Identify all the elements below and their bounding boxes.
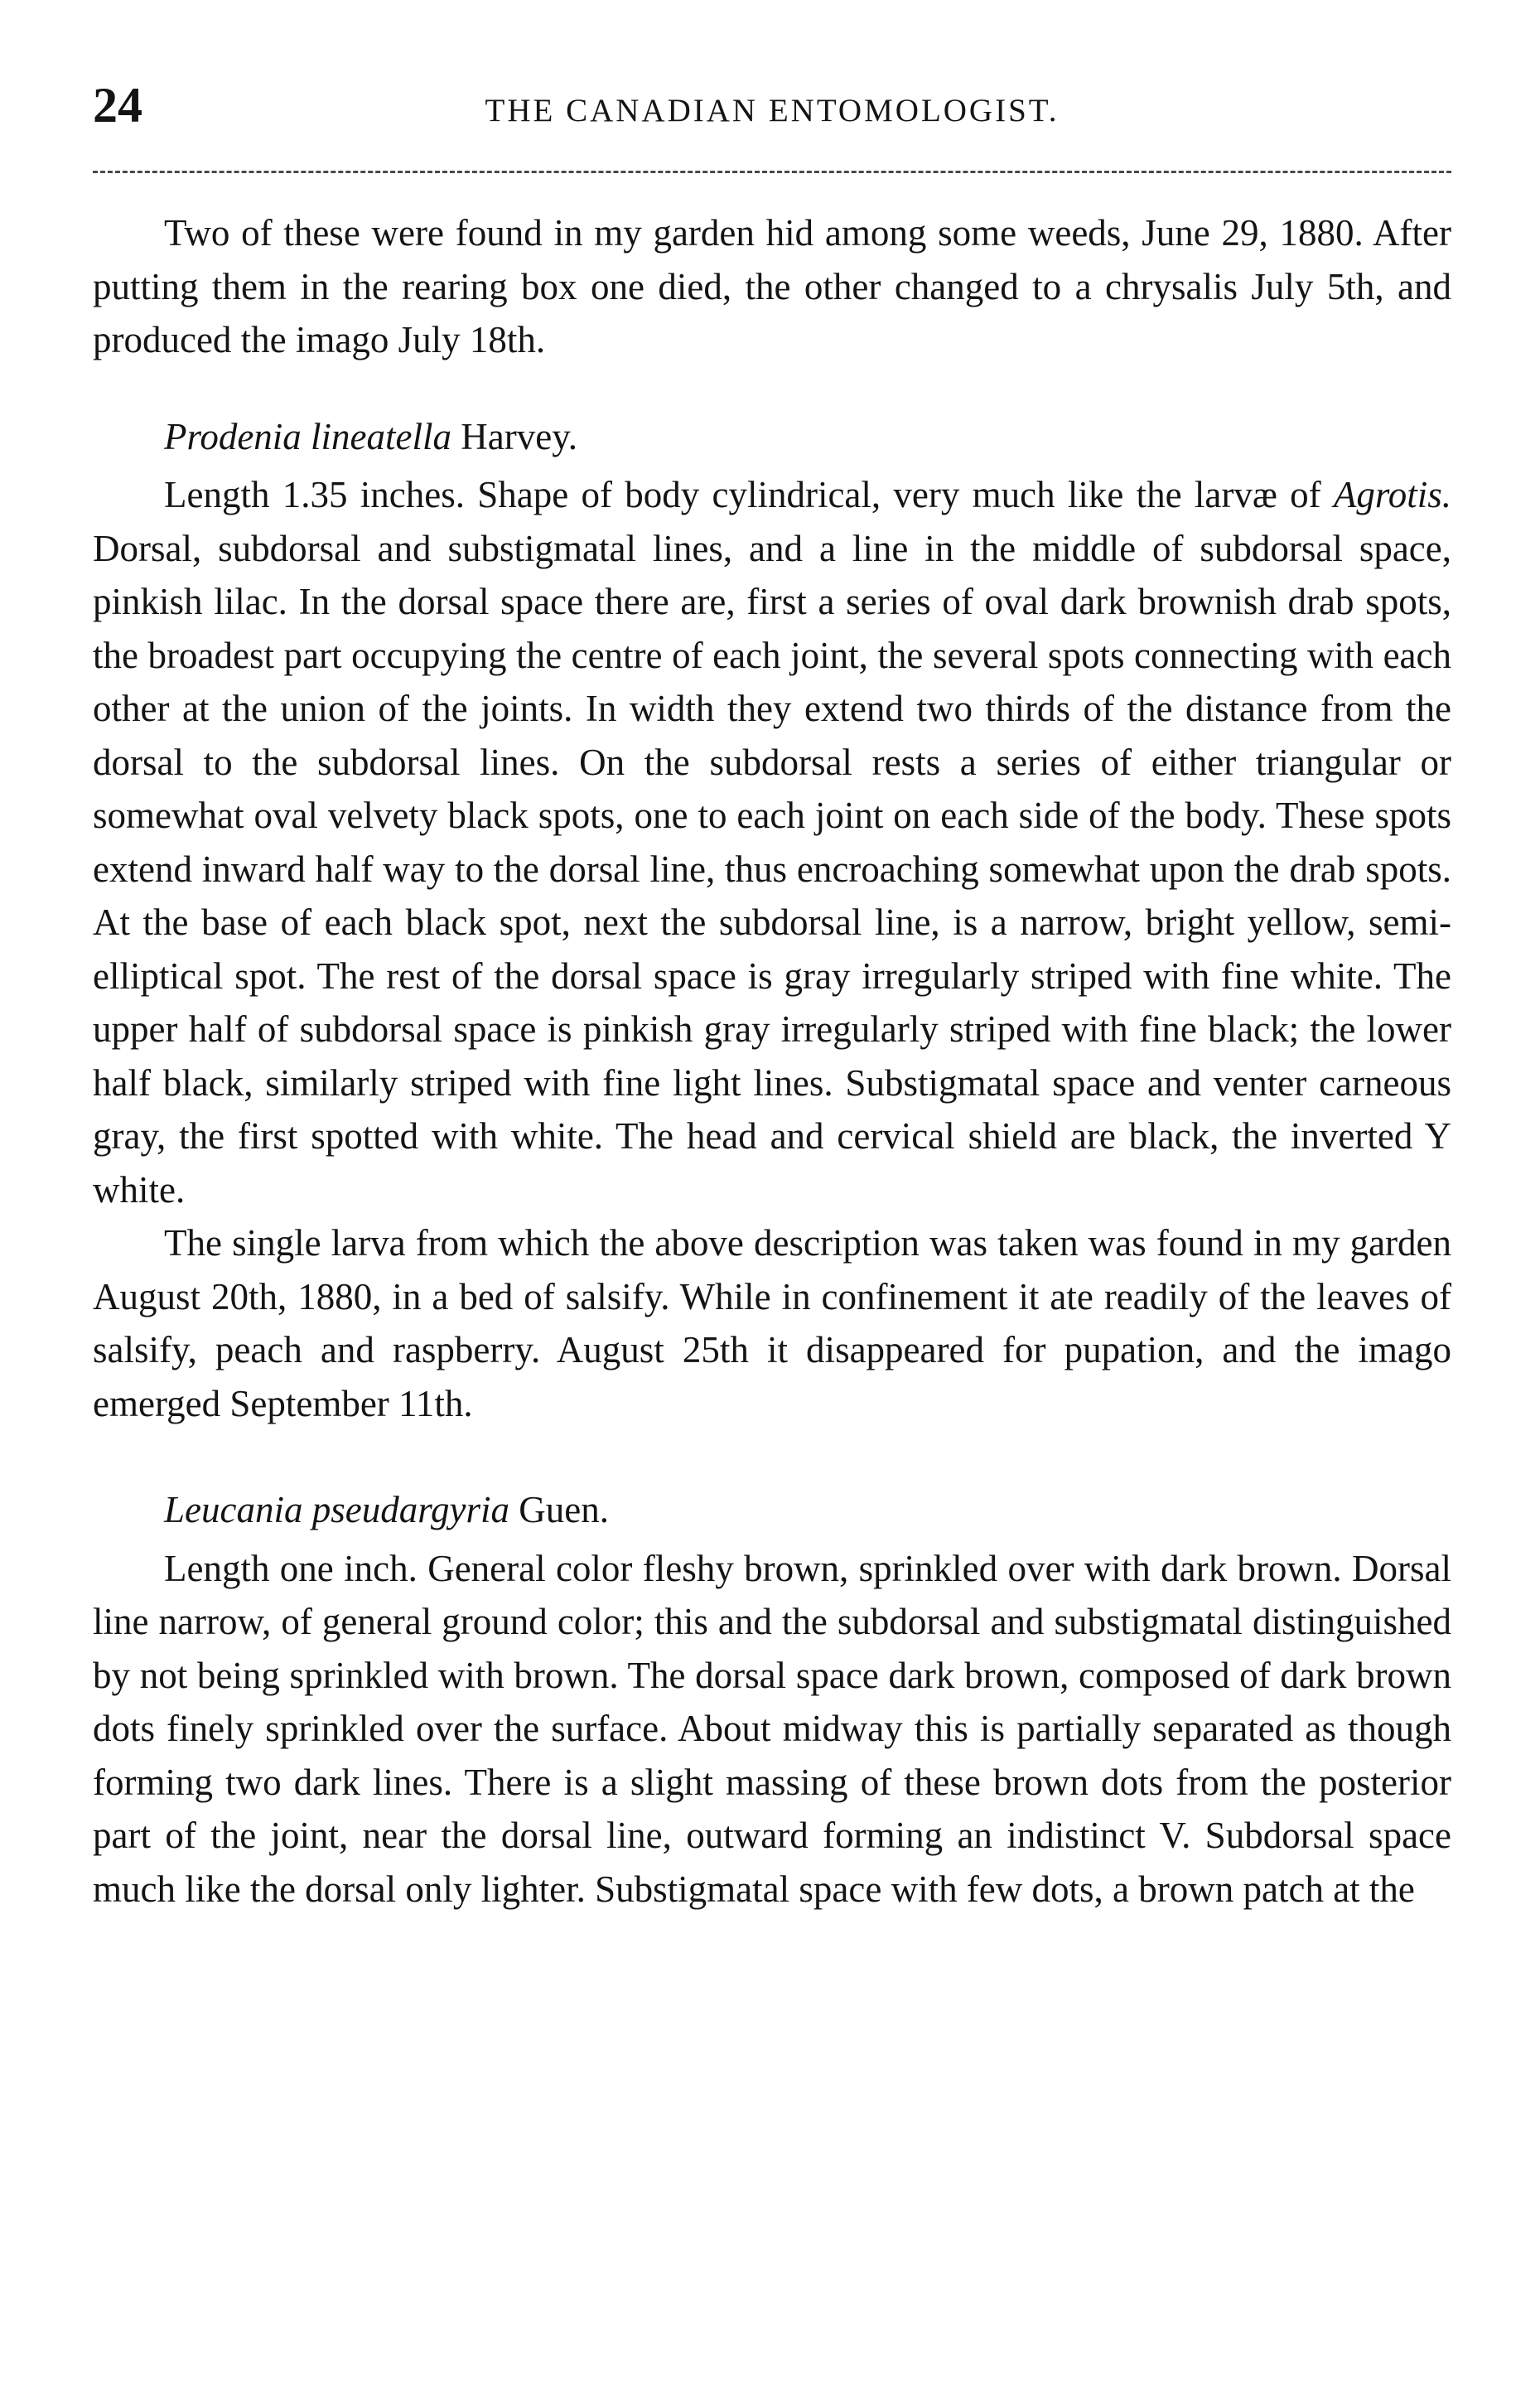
paragraph-prodenia-description — [93, 468, 1451, 1216]
header-rule — [93, 171, 1451, 173]
species-name: Leucania pseudargyria — [164, 1489, 510, 1530]
species-author: Harvey. — [461, 415, 578, 457]
species-author: Guen. — [519, 1489, 610, 1530]
page-header — [93, 76, 1451, 143]
species-heading-leucania — [93, 1483, 1451, 1537]
document-page — [93, 76, 1451, 1916]
paragraph-prodenia-rearing: The single larva from which the above description was taken was found in my garden August 20th, 1880, in a bed of salsify. While in confinement it ate readily of the leaves of salsify, peach and raspberry. August 25th it disappeared for pupation, and the imago emerged September 11th. — [93, 1222, 1451, 1424]
genus-name: Agrotis. — [1333, 474, 1451, 515]
running-title: THE CANADIAN ENTOMOLOGIST. — [485, 93, 1060, 128]
species-heading-prodenia — [93, 410, 1451, 464]
paragraph-leucania-description: Length one inch. General color fleshy brown, sprinkled over with dark brown. Dorsal line narrow, of general ground color; this and the subdorsal and substigmatal distinguished by not being sprinkled with brown. The dorsal space dark brown, composed of dark brown dots finely sprinkled over the surface. About midway this is partially separated as though forming two dark lines. There is a slight massing of these brown dots from the posterior part of the joint, near the dorsal line, outward forming an indistinct V. Subdorsal space much like the dorsal only lighter. Substigmatal space with few dots, a brown patch at the — [93, 1547, 1451, 1910]
article-body — [93, 206, 1451, 1916]
page-number: 24 — [93, 78, 142, 133]
text-segment: Length 1.35 inches. Shape of body cylindrical, very much like the larvæ of — [164, 474, 1334, 515]
paragraph-rearing-notes: Two of these were found in my garden hid among some weeds, June 29, 1880. After putting them in the rearing box one died, the other changed to a chrysalis July 5th, and produced the imago July 18th. — [93, 212, 1451, 360]
text-segment: Dorsal, subdorsal and substigmatal lines, and a line in the middle of subdorsal space, pinkish lilac. In the dorsal space there are, first a series of oval dark brownish drab spots, the broadest part occupying the centre of each joint, the several spots connecting with each other at the union of the joints. In width they extend two thirds of the distance from the dorsal to the subdorsal lines. On the subdorsal rests a series of either triangular or somewhat oval velvety black spots, one to each joint on each side of the body. These spots extend inward half way to the dorsal line, thus encroaching somewhat upon the drab spots. At the base of each black spot, next the subdorsal line, is a narrow, bright yellow, semi-elliptical spot. The rest of the dorsal space is gray irregularly striped with fine white. The upper half of subdorsal space is pinkish gray irregularly striped with fine black; the lower half black, similarly striped with fine light lines. Substigmatal space and venter carneous gray, the first spotted with white. The head and cervical shield are black, the inverted Y white. — [93, 527, 1451, 1211]
species-name: Prodenia lineatella — [164, 415, 452, 457]
